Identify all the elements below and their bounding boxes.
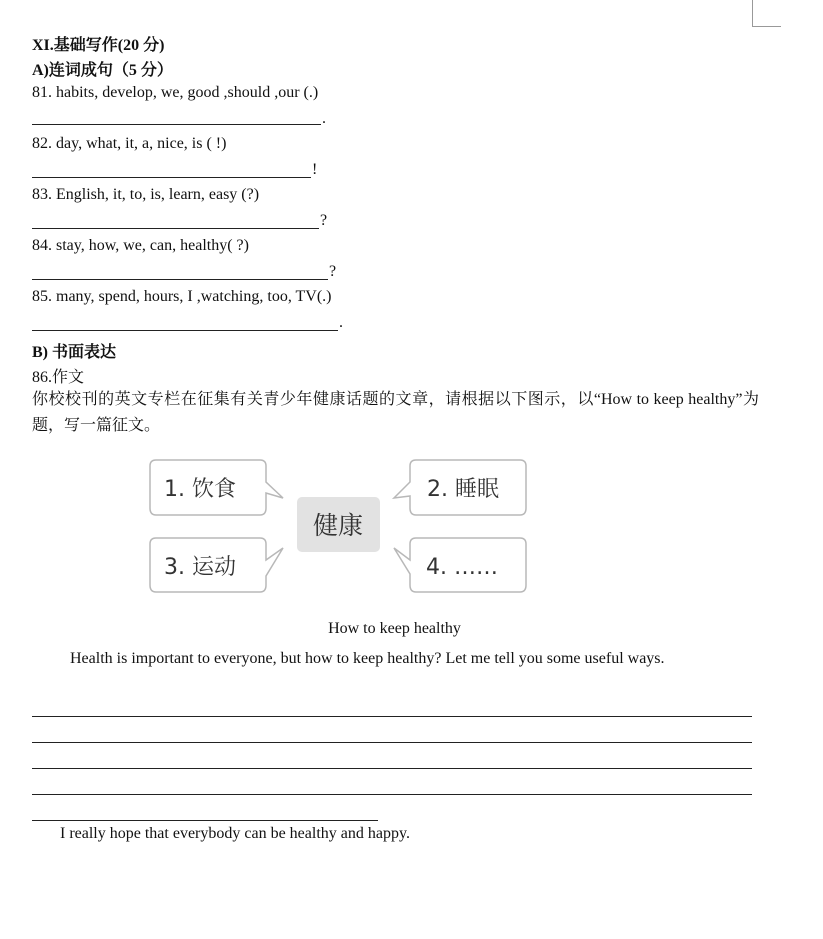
bubble-more-label: 4. ……	[426, 555, 498, 580]
center-health-box	[297, 497, 380, 552]
writing-line-1[interactable]	[32, 716, 752, 717]
page-corner-mark	[752, 0, 781, 27]
writing-line-4[interactable]	[32, 794, 752, 795]
section-title: XI.基础写作(20 分)	[32, 37, 165, 54]
health-topic-diagram	[140, 452, 540, 602]
question-81: 81. habits, develop, we, good ,should ,our (.)	[32, 84, 319, 101]
bubble-more	[394, 538, 526, 592]
bubble-diet-label: 1. 饮食	[164, 477, 236, 502]
answer-end-83: ?	[320, 212, 328, 229]
essay-intro: Health is important to everyone, but how to keep healthy? Let me tell you some useful ways.	[70, 650, 665, 667]
answer-line-84[interactable]	[32, 279, 328, 280]
answer-line-81[interactable]	[32, 124, 321, 125]
part-b-title: B) 书面表达	[32, 344, 117, 361]
answer-line-85[interactable]	[32, 330, 338, 331]
answer-line-82[interactable]	[32, 177, 311, 178]
bubble-sleep	[394, 460, 526, 515]
center-health-label: 健康	[312, 511, 364, 540]
bubble-diet	[150, 460, 283, 515]
bubble-exercise	[150, 538, 283, 592]
bubble-sleep-label: 2. 睡眠	[427, 477, 499, 502]
bubble-exercise-label: 3. 运动	[164, 555, 236, 580]
question-85: 85. many, spend, hours, I ,watching, too, TV(.)	[32, 288, 332, 305]
writing-line-5[interactable]	[32, 820, 378, 821]
answer-end-82: !	[312, 161, 318, 178]
writing-line-2[interactable]	[32, 742, 752, 743]
question-83: 83. English, it, to, is, learn, easy (?)	[32, 186, 260, 203]
answer-line-83[interactable]	[32, 228, 319, 229]
question-82: 82. day, what, it, a, nice, is ( !)	[32, 135, 227, 152]
question-86-label: 86.作文	[32, 369, 85, 386]
writing-line-3[interactable]	[32, 768, 752, 769]
essay-title: How to keep healthy	[328, 620, 461, 637]
answer-end-81: .	[322, 110, 326, 127]
question-84: 84. stay, how, we, can, healthy( ?)	[32, 237, 249, 254]
writing-instruction: 你校校刊的英文专栏在征集有关青少年健康话题的文章，请根据以下图示，以“How to keep healthy”为题，写一篇征文。	[32, 391, 759, 434]
part-a-title: A)连词成句（5 分）	[32, 62, 173, 79]
answer-end-85: .	[339, 314, 343, 331]
answer-end-84: ?	[329, 263, 337, 280]
essay-closing: I really hope that everybody can be healthy and happy.	[60, 825, 410, 842]
